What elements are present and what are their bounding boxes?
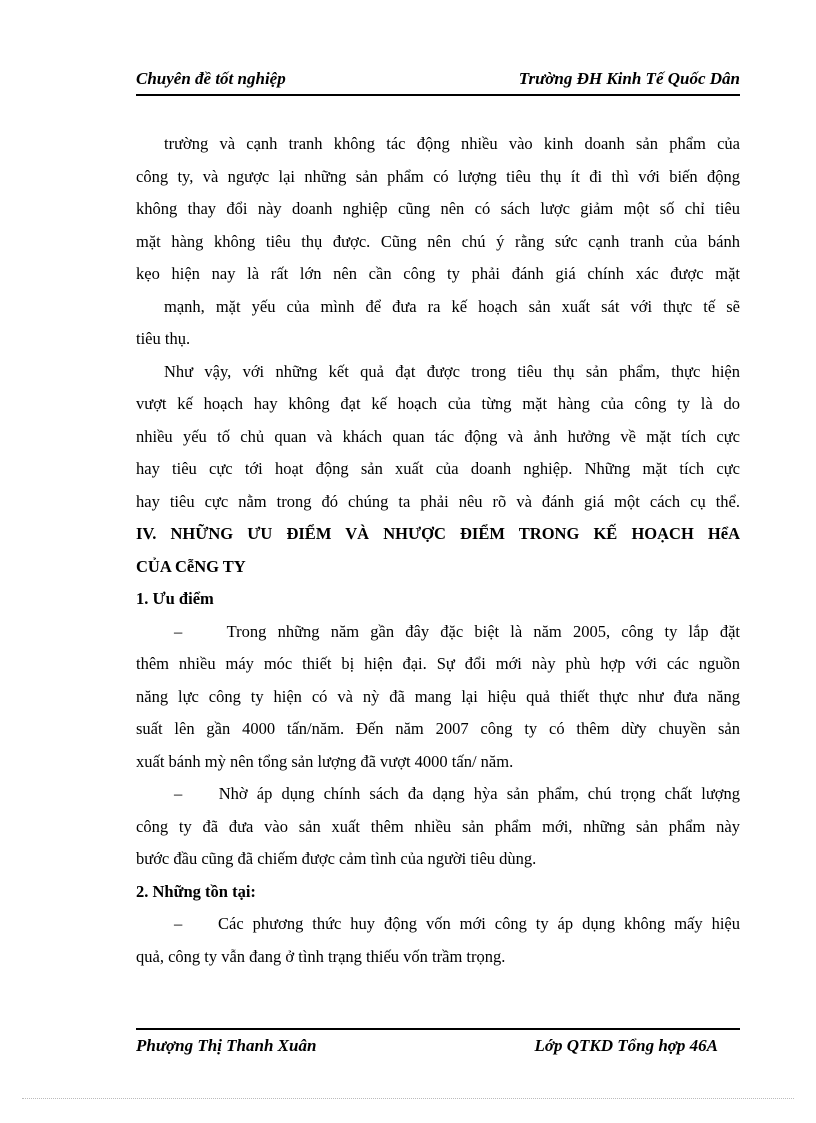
text-line: công ty, và ngược lại những sản phẩm có lượng tiêu thụ ít đi thì với biến động xyxy=(136,166,740,186)
text-line: bước đầu cũng đã chiếm được cảm tình của người tiêu dùng. xyxy=(136,849,537,868)
text-line: vượt kế hoạch hay không đạt kế hoạch của từng mặt hàng của công ty là do xyxy=(136,394,740,413)
text-line: kẹo hiện nay là rất lớn nên cần công ty phải đánh giá chính xác được mặt xyxy=(136,264,740,283)
footer-author: Phượng Thị Thanh Xuân xyxy=(136,1036,317,1055)
document-body xyxy=(136,128,740,973)
text-line: hay tiêu cực nằm trong đó chúng ta phải nêu rõ và đánh giá một cách cụ thể. xyxy=(136,491,740,511)
text-line: thêm nhiều máy móc thiết bị hiện đại. Sự đổi mới này phù hợp với các nguồn xyxy=(136,654,740,673)
bullet-line: – Nhờ áp dụng chính sách đa dạng hỳa sản phẩm, chú trọng chất lượng xyxy=(174,784,740,803)
subsection-heading: 1. Ưu điểm xyxy=(136,589,214,608)
text-line: tiêu thụ. xyxy=(136,329,191,348)
text-line: không thay đổi này doanh nghiệp cũng nên có sách lược giảm một số chỉ tiêu xyxy=(136,199,740,218)
page-header xyxy=(136,66,740,96)
text-line: công ty đã đưa vào sản xuất thêm nhiều sản phẩm mới, những sản phẩm này xyxy=(136,816,740,836)
page-footer xyxy=(136,1028,740,1060)
text-line: mặt hàng không tiêu thụ được. Cũng nên chú ý rằng sức cạnh tranh của bánh xyxy=(136,231,740,251)
text-line: xuất bánh mỳ nên tổng sản lượng đã vượt 4000 tấn/ năm. xyxy=(136,751,514,771)
text-line: trường và cạnh tranh không tác động nhiều vào kinh doanh sản phẩm của xyxy=(164,134,740,153)
text-line: nhiều yếu tố chủ quan và khách quan tác động và ảnh hưởng về mặt tích cực xyxy=(136,426,740,446)
footer-class: Lớp QTKD Tổng hợp 46A xyxy=(534,1036,718,1055)
text-line: Như vậy, với những kết quả đạt được trong tiêu thụ sản phẩm, thực hiện xyxy=(164,361,740,381)
page-bottom-divider xyxy=(22,1098,794,1099)
text-line: hay tiêu cực tới hoạt động sản xuất của doanh nghiệp. Những mặt tích cực xyxy=(136,459,740,478)
header-title-left: Chuyên đề tốt nghiệp xyxy=(136,69,286,88)
section-heading: IV. NHỮNG ƯU ĐIỂM VÀ NHƯỢC ĐIỂM TRONG KẾ HOẠCH HểA xyxy=(136,524,740,543)
subsection-heading: 2. Những tồn tại: xyxy=(136,881,256,901)
bullet-line: – Trong những năm gần đây đặc biệt là năm 2005, công ty lắp đặt xyxy=(174,621,740,641)
text-line: suất lên gần 4000 tấn/năm. Đến năm 2007 công ty có thêm dừy chuyền sản xyxy=(136,719,740,738)
text-line: mạnh, mặt yếu của mình để đưa ra kế hoạch sản xuất sát với thực tế sẽ xyxy=(164,296,740,316)
section-heading-cont: CỦA CễNG TY xyxy=(136,556,246,576)
header-title-right: Trường ĐH Kinh Tế Quốc Dân xyxy=(518,69,740,88)
text-line: quả, công ty vẫn đang ở tình trạng thiếu vốn trầm trọng. xyxy=(136,946,506,966)
text-line: năng lực công ty hiện có và nỳ đã mang lại hiệu quả thiết thực như đưa năng xyxy=(136,686,740,706)
bullet-line: – Các phương thức huy động vốn mới công ty áp dụng không mấy hiệu xyxy=(174,914,740,933)
